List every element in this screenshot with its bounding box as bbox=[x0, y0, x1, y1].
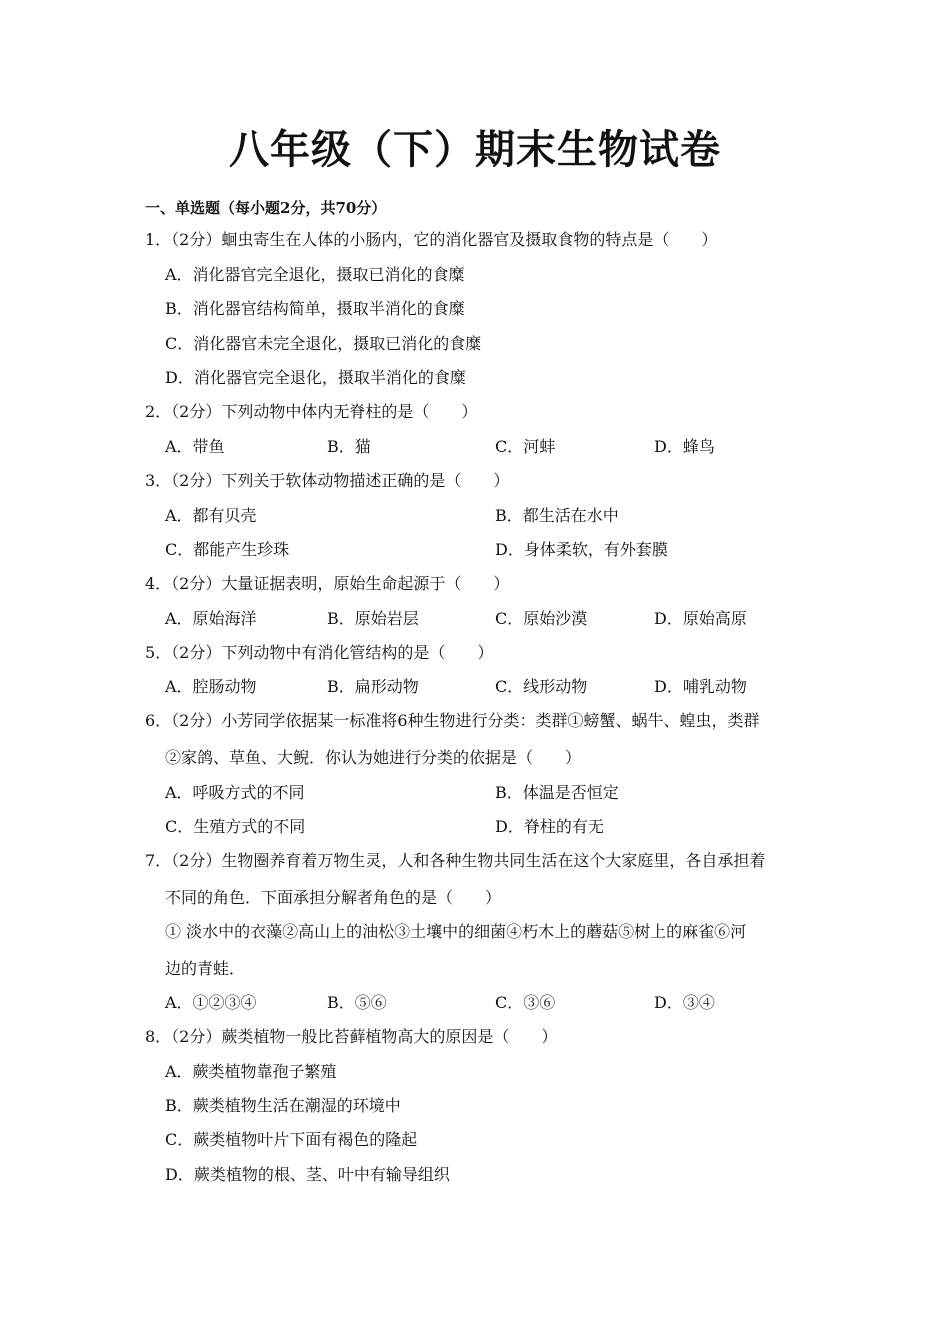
question-5-option-a[interactable]: A．腔肠动物 bbox=[165, 677, 257, 696]
question-8-option-d[interactable]: D．蕨类植物的根、茎、叶中有输导组织 bbox=[165, 1165, 450, 1184]
question-2-option-a[interactable]: A．带鱼 bbox=[165, 437, 225, 456]
question-1-stem: 1．（2分）蛔虫寄生在人体的小肠内，它的消化器官及摄取食物的特点是（ ） bbox=[145, 230, 718, 249]
question-7-option-a[interactable]: A．①②③④ bbox=[165, 993, 257, 1012]
question-1-option-a[interactable]: A．消化器官完全退化，摄取已消化的食糜 bbox=[165, 265, 465, 284]
question-2-option-c[interactable]: C．河蚌 bbox=[495, 437, 556, 456]
question-6-option-c[interactable]: C．生殖方式的不同 bbox=[165, 817, 306, 836]
question-6-stem: 6．（2分）小芳同学依据某一标准将6种生物进行分类：类群①螃蟹、蜗牛、蝗虫，类群 bbox=[145, 711, 760, 730]
question-7-option-c[interactable]: C．③⑥ bbox=[495, 993, 556, 1012]
section-heading: 一、单选题（每小题2分，共70分） bbox=[145, 199, 387, 217]
question-4-option-d[interactable]: D．原始高原 bbox=[654, 609, 747, 628]
question-5-option-b[interactable]: B．扁形动物 bbox=[327, 677, 419, 696]
question-7-stem: 7．（2分）生物圈养育着万物生灵，人和各种生物共同生活在这个大家庭里，各自承担着 bbox=[145, 851, 766, 870]
question-3-option-c[interactable]: C．都能产生珍珠 bbox=[165, 540, 290, 559]
question-7-stem-cont: 不同的角色．下面承担分解者角色的是（ ） bbox=[165, 888, 502, 907]
question-4-stem: 4．（2分）大量证据表明，原始生命起源于（ ） bbox=[145, 574, 510, 593]
question-7-items: ① 淡水中的衣藻②高山上的油松③土壤中的细菌④朽木上的蘑菇⑤树上的麻雀⑥河 bbox=[165, 922, 747, 941]
question-4-option-a[interactable]: A．原始海洋 bbox=[165, 609, 257, 628]
question-7-items-cont: 边的青蛙． bbox=[165, 959, 246, 978]
question-7-option-d[interactable]: D．③④ bbox=[654, 993, 715, 1012]
question-8-option-c[interactable]: C．蕨类植物叶片下面有褐色的隆起 bbox=[165, 1130, 418, 1149]
question-3-option-d[interactable]: D．身体柔软，有外套膜 bbox=[495, 540, 668, 559]
question-5-option-c[interactable]: C．线形动物 bbox=[495, 677, 588, 696]
question-6-option-d[interactable]: D．脊柱的有无 bbox=[495, 817, 604, 836]
question-4-option-c[interactable]: C．原始沙漠 bbox=[495, 609, 588, 628]
question-2-stem: 2．（2分）下列动物中体内无脊柱的是（ ） bbox=[145, 402, 478, 421]
question-2-option-d[interactable]: D．蜂鸟 bbox=[654, 437, 715, 456]
question-8-stem: 8．（2分）蕨类植物一般比苔藓植物高大的原因是（ ） bbox=[145, 1027, 558, 1046]
question-3-option-a[interactable]: A．都有贝壳 bbox=[165, 506, 257, 525]
question-7-option-b[interactable]: B．⑤⑥ bbox=[327, 993, 387, 1012]
question-1-option-c[interactable]: C．消化器官未完全退化，摄取已消化的食糜 bbox=[165, 334, 482, 353]
question-8-option-b[interactable]: B．蕨类植物生活在潮湿的环境中 bbox=[165, 1096, 401, 1115]
question-5-option-d[interactable]: D．哺乳动物 bbox=[654, 677, 747, 696]
question-3-stem: 3．（2分）下列关于软体动物描述正确的是（ ） bbox=[145, 471, 510, 490]
page-title: 八年级（下）期末生物试卷 bbox=[229, 126, 721, 173]
question-6-option-b[interactable]: B．体温是否恒定 bbox=[495, 783, 619, 802]
question-6-option-a[interactable]: A．呼吸方式的不同 bbox=[165, 783, 305, 802]
question-4-option-b[interactable]: B．原始岩层 bbox=[327, 609, 419, 628]
question-6-stem-cont: ②家鸽、草鱼、大鲵．你认为她进行分类的依据是（ ） bbox=[165, 748, 582, 767]
question-1-option-d[interactable]: D．消化器官完全退化，摄取半消化的食糜 bbox=[165, 368, 466, 387]
question-2-option-b[interactable]: B．猫 bbox=[327, 437, 371, 456]
question-1-option-b[interactable]: B．消化器官结构简单，摄取半消化的食糜 bbox=[165, 299, 465, 318]
question-8-option-a[interactable]: A．蕨类植物靠孢子繁殖 bbox=[165, 1062, 337, 1081]
question-5-stem: 5．（2分）下列动物中有消化管结构的是（ ） bbox=[145, 643, 494, 662]
question-3-option-b[interactable]: B．都生活在水中 bbox=[495, 506, 619, 525]
